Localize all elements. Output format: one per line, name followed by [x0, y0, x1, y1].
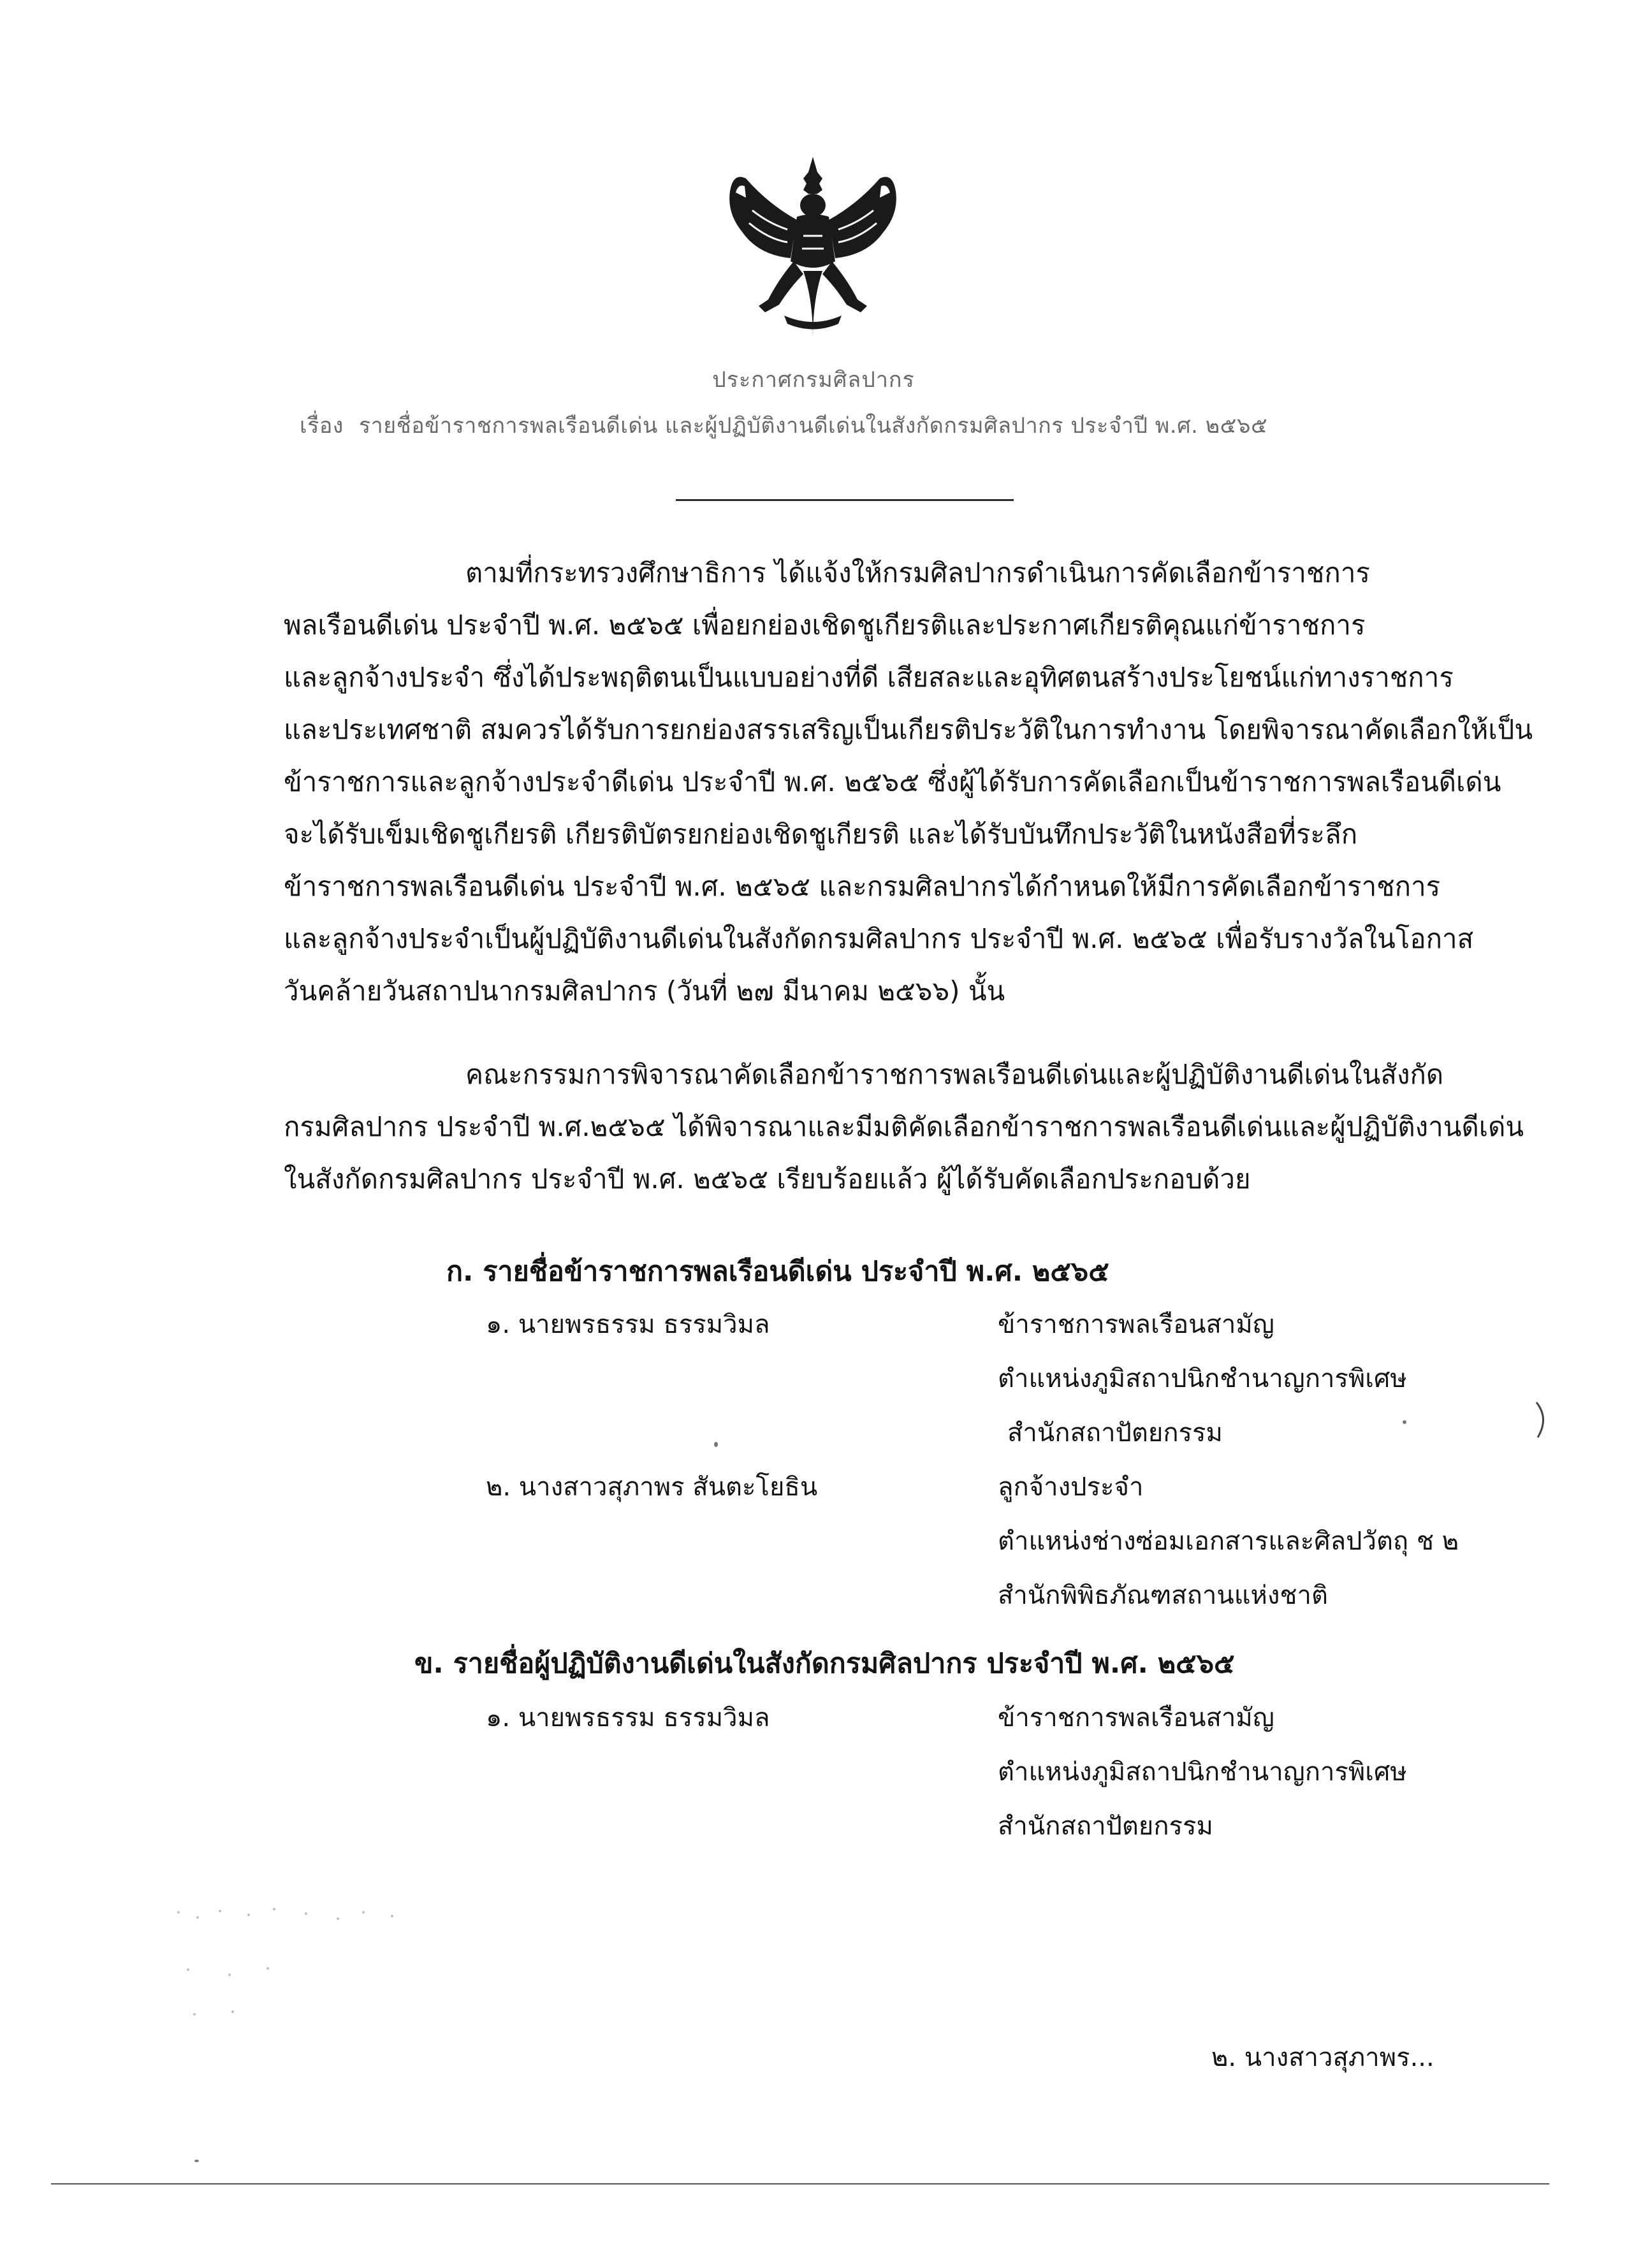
- paragraph-1: [284, 547, 1533, 1017]
- scan-speck: [194, 2160, 199, 2162]
- subject-text: รายชื่อข้าราชการพลเรือนดีเด่น และผู้ปฏิบัติงานดีเด่นในสังกัดกรมศิลปากร ประจำปี พ.ศ. ๒๕๖๕: [358, 413, 1268, 439]
- section-b-entry-1-line: ข้าราชการพลเรือนสามัญ: [998, 1703, 1274, 1733]
- paragraph-2: [284, 1049, 1524, 1205]
- section-b-entry-1-name: ๑. นายพรธรรม ธรรมวิมล: [486, 1703, 770, 1733]
- bottom-divider: [51, 2183, 1549, 2184]
- section-a-entry-1-line: ข้าราชการพลเรือนสามัญ: [998, 1310, 1274, 1339]
- paragraph-line: จะได้รับเข็มเชิดชูเกียรติ เกียรติบัตรยกย่องเชิดชูเกียรติ และได้รับบันทึกประวัติในหนังสือที่ระลึก: [284, 818, 1358, 850]
- paragraph-line: ในสังกัดกรมศิลปากร ประจำปี พ.ศ. ๒๕๖๕ เรียบร้อยแล้ว ผู้ได้รับคัดเลือกประกอบด้วย: [284, 1163, 1251, 1195]
- paragraph-line: และลูกจ้างประจำ ซึ่งได้ประพฤติตนเป็นแบบอย่างที่ดี เสียสละและอุทิศตนสร้างประโยชน์แก่ทางราชการ: [284, 662, 1454, 693]
- section-a-entry-2-line: ตำแหน่งช่างซ่อมเอกสารและศิลปวัตถุ ช ๒: [998, 1527, 1459, 1556]
- paragraph-line: ข้าราชการพลเรือนดีเด่น ประจำปี พ.ศ. ๒๕๖๕ และกรมศิลปากรได้กำหนดให้มีการคัดเลือกข้าราชการ: [284, 871, 1441, 902]
- continuation-note: ๒. นางสาวสุภาพร...: [1211, 2043, 1434, 2072]
- paragraph-line: ข้าราชการและลูกจ้างประจำดีเด่น ประจำปี พ.ศ. ๒๕๖๕ ซึ่งผู้ได้รับการคัดเลือกเป็นข้าราชการพลเรือนดีเด่น: [284, 766, 1501, 797]
- paragraph-line: กรมศิลปากร ประจำปี พ.ศ.๒๕๖๕ ได้พิจารณาและมีมติคัดเลือกข้าราชการพลเรือนดีเด่นและผู้ปฏิบัติงานดีเด่น: [284, 1111, 1524, 1142]
- scan-speck: [714, 1442, 718, 1447]
- section-a-entry-2-line: ลูกจ้างประจำ: [998, 1472, 1144, 1502]
- section-a-entry-1-line: สำนักสถาปัตยกรรม: [1007, 1418, 1223, 1448]
- paragraph-line: และประเทศชาติ สมควรได้รับการยกย่องสรรเสริญเป็นเกียรติประวัติในการทำงาน โดยพิจารณาคัดเลือกให้เป็น: [284, 714, 1533, 745]
- paragraph-line: และลูกจ้างประจำเป็นผู้ปฏิบัติงานดีเด่นในสังกัดกรมศิลปากร ประจำปี พ.ศ. ๒๕๖๕ เพื่อรับรางวัลในโอกาส: [284, 923, 1474, 954]
- section-b-entry-1-line: สำนักสถาปัตยกรรม: [998, 1812, 1213, 1841]
- section-a-entry-1-name: ๑. นายพรธรรม ธรรมวิมล: [486, 1310, 770, 1339]
- section-a-entry-1-line: ตำแหน่งภูมิสถาปนิกชำนาญการพิเศษ: [998, 1364, 1407, 1393]
- section-a-entry-2-name: ๒. นางสาวสุภาพร สันตะโยธิน: [486, 1472, 818, 1502]
- section-a-entry-2-line: สำนักพิพิธภัณฑสถานแห่งชาติ: [998, 1581, 1328, 1610]
- section-b-entry-1-line: ตำแหน่งภูมิสถาปนิกชำนาญการพิเศษ: [998, 1757, 1407, 1787]
- title-divider: [676, 499, 1014, 501]
- announcement-title: ประกาศกรมศิลปากร: [712, 367, 915, 393]
- paragraph-line: ตามที่กระทรวงศึกษาธิการ ได้แจ้งให้กรมศิลปากรดำเนินการคัดเลือกข้าราชการ: [465, 557, 1370, 588]
- subject-label: เรื่อง: [300, 413, 344, 439]
- scan-speck: [1403, 1420, 1406, 1424]
- paragraph-line: วันคล้ายวันสถาปนากรมศิลปากร (วันที่ ๒๗ มีนาคม ๒๕๖๖) นั้น: [284, 975, 1005, 1007]
- paragraph-line: คณะกรรมการพิจารณาคัดเลือกข้าราชการพลเรือนดีเด่นและผู้ปฏิบัติงานดีเด่นในสังกัด: [465, 1059, 1444, 1090]
- scan-noise-icon: [172, 1900, 440, 2027]
- paragraph-line: พลเรือนดีเด่น ประจำปี พ.ศ. ๒๕๖๕ เพื่อยกย่องเชิดชูเกียรติและประกาศเกียรติคุณแก่ข้าราชการ: [284, 609, 1366, 641]
- scan-mark-icon: [1530, 1399, 1556, 1450]
- garuda-emblem-icon: [708, 153, 918, 351]
- section-a-title: ก. รายชื่อข้าราชการพลเรือนดีเด่น ประจำปี พ.ศ. ๒๕๖๕: [446, 1256, 1109, 1288]
- subject-line: [300, 408, 1267, 442]
- section-b-title: ข. รายชื่อผู้ปฏิบัติงานดีเด่นในสังกัดกรมศิลปากร ประจำปี พ.ศ. ๒๕๖๕: [414, 1648, 1235, 1680]
